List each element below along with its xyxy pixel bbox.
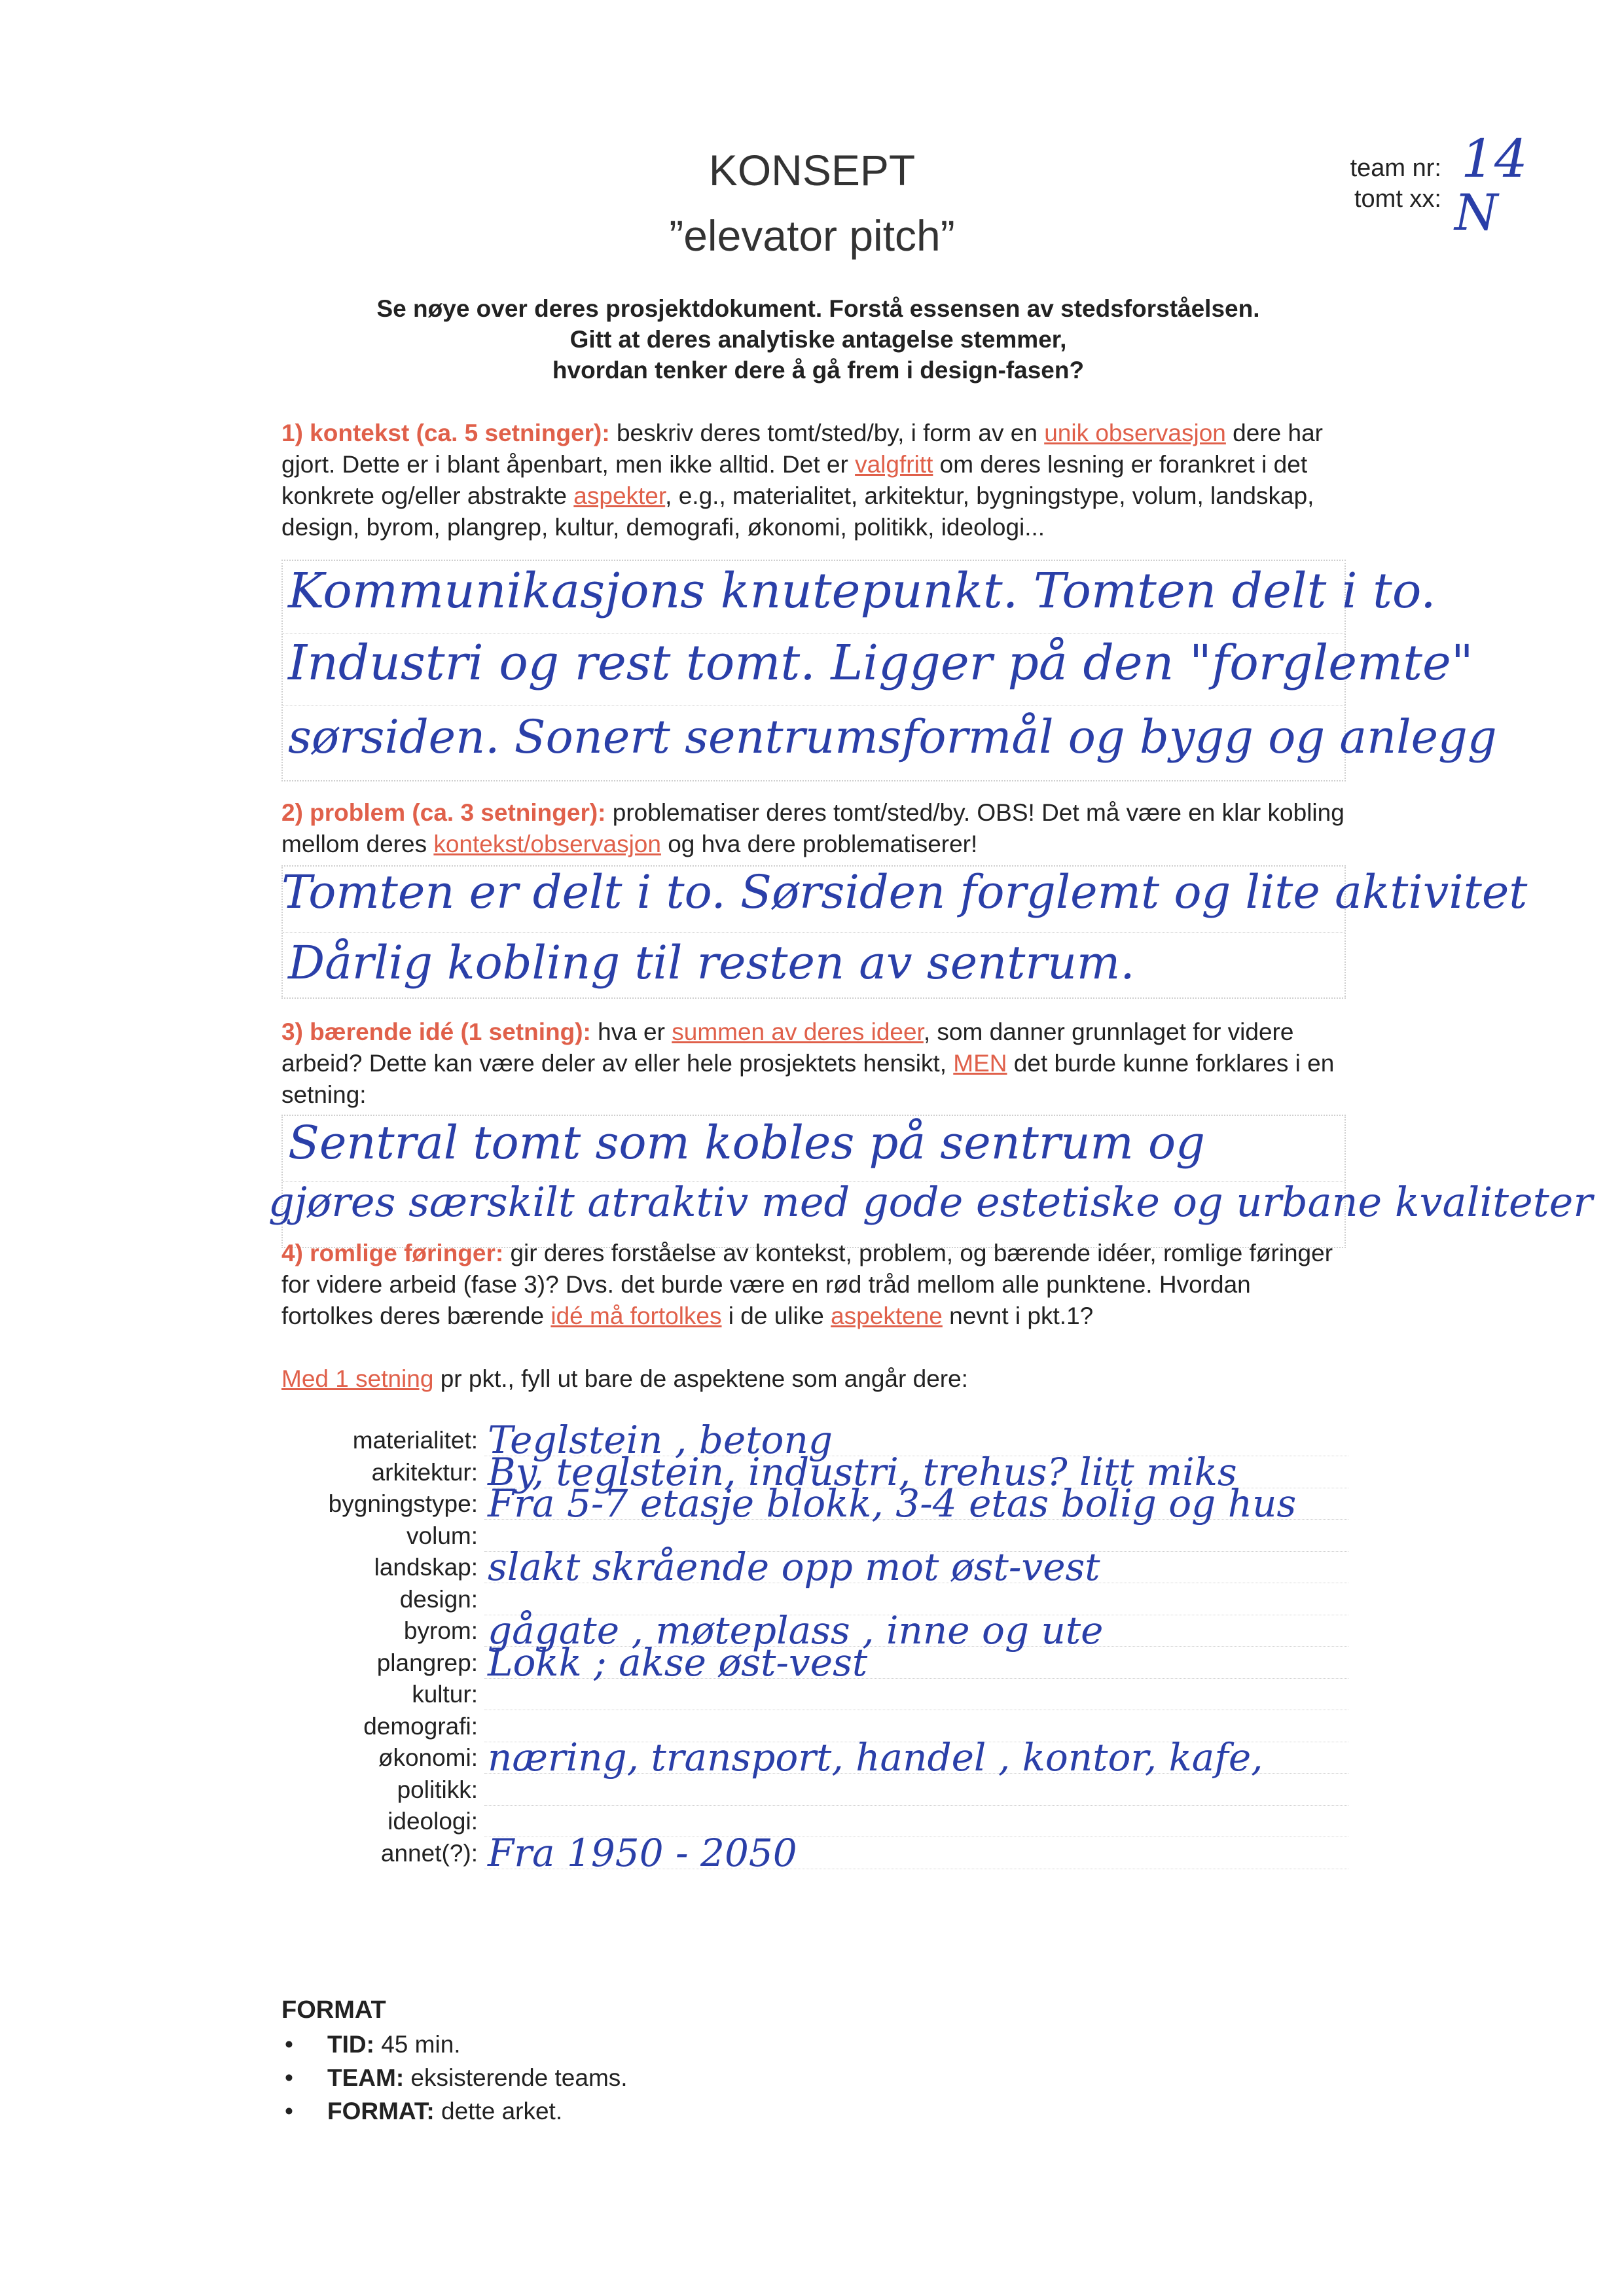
aspect-label: landskap: [374,1554,478,1581]
format-list [281,2028,628,2128]
question-1-answer-line-2: Industri og rest tomt. Ligger på den "forglemte" [288,635,1473,691]
aspect-answer: slakt skrående opp mot øst-vest [488,1545,1100,1589]
aspect-label: økonomi: [378,1744,478,1771]
format-item-format: • FORMAT: dette arket. [281,2094,628,2128]
question-1-answer-line-3: sørsiden. Sonert sentrumsformål og bygg og anlegg [288,710,1497,764]
aspect-label: byrom: [403,1617,478,1644]
question-2-heading: 2) problem (ca. 3 setninger): [281,799,606,826]
aspect-label: volum: [406,1522,478,1549]
aspect-label: kultur: [412,1681,478,1708]
aspects-intro: Med 1 setning pr pkt., fyll ut bare de aspektene som angår dere: [281,1365,968,1392]
aspect-label: demografi: [363,1712,478,1740]
page-title: KONSEPT [708,146,916,194]
aspect-answer: Fra 5-7 etasje blokk, 3-4 etas bolig og hus [488,1481,1297,1526]
question-3-answer-line-2: gjøres særskilt atraktiv med gode estetiske og urbane kvaliteter [268,1178,1593,1226]
question-4-text: 4) romlige føringer: gir deres forståelse av kontekst, problem, og bærende idéer, romlige føringer for videre arbeid (fase 3)? Dvs. det burde være en rød tråd mellom alle punktene. Hvordan fortolkes deres bærende idé må fortolkes i de ulike aspektene nevnt i pkt.1? [281,1240,1333,1329]
aspect-answer: Fra 1950 - 2050 [488,1830,797,1875]
team-number-value: 14 [1461,128,1528,189]
aspect-answer: gågate , møteplass , inne og ute [488,1608,1104,1653]
aspect-label: materialitet: [352,1427,478,1454]
tomt-value: N [1454,183,1498,242]
aspect-label: plangrep: [376,1649,478,1676]
question-1-heading: 1) kontekst (ca. 5 setninger): [281,420,610,446]
question-2-answer-line-1: Tomten er delt i to. Sørsiden forglemt og lite aktivitet [281,865,1528,919]
format-heading: FORMAT [281,1996,386,2024]
tomt-label: tomt xx: [1354,185,1441,213]
aspect-answer-field[interactable] [484,1805,1348,1806]
aspect-label: arkitektur: [371,1458,478,1486]
aspect-answer: By, teglstein, industri, trehus? litt miks [488,1449,1237,1494]
aspect-label: design: [399,1585,478,1613]
format-item-team: • TEAM: eksisterende teams. [281,2061,628,2094]
question-2-text: 2) problem (ca. 3 setninger): problematiser deres tomt/sted/by. OBS! Det må være en klar kobling mellom deres kontekst/observasjon og hva dere problematiserer! [281,799,1344,857]
aspect-answer: Teglstein , betong [488,1418,833,1462]
question-1-answer-line-1: Kommunikasjons knutepunkt. Tomten delt i to. [288,563,1436,619]
team-number-label: team nr: [1350,154,1441,182]
question-3-answer-line-1: Sentral tomt som kobles på sentrum og [288,1116,1205,1170]
intro-text: Se nøye over deres prosjektdokument. Forstå essensen av stedsforståelsen. Gitt at deres analytiske antagelse stemmer, hvordan tenker dere å gå frem i design-fasen? [376,295,1260,384]
format-item-tid: • TID: 45 min. [281,2028,628,2061]
page-subtitle: ”elevator pitch” [669,211,955,260]
question-4-heading: 4) romlige føringer: [281,1240,504,1266]
aspect-label: annet(?): [380,1839,478,1867]
aspect-label: ideologi: [388,1808,478,1835]
aspect-label: politikk: [397,1776,478,1803]
aspect-answer: Lokk ; akse øst-vest [488,1640,868,1685]
aspect-label: bygningstype: [328,1490,478,1517]
question-2-answer-line-2: Dårlig kobling til resten av sentrum. [288,936,1135,990]
question-1-text: 1) kontekst (ca. 5 setninger): beskriv deres tomt/sted/by, i form av en unik observasjon dere har gjort. Dette er i blant åpenbart, men ikke alltid. Det er valgfritt om deres lesning er forankret i det konkrete og/eller abstrakte aspekter, e.g., materialitet, arkitektur, bygningstype, volum, landskap, design, byrom, plangrep, kultur, demografi, økonomi, politikk, ideologi... [281,420,1323,541]
aspect-answer: næring, transport, handel , kontor, kafe, [488,1735,1263,1780]
question-3-heading: 3) bærende idé (1 setning): [281,1018,591,1045]
question-3-text: 3) bærende idé (1 setning): hva er summen av deres ideer, som danner grunnlaget for videre arbeid? Dette kan være deler av eller hele prosjektets hensikt, MEN det burde kunne forklares i en setning: [281,1018,1335,1108]
